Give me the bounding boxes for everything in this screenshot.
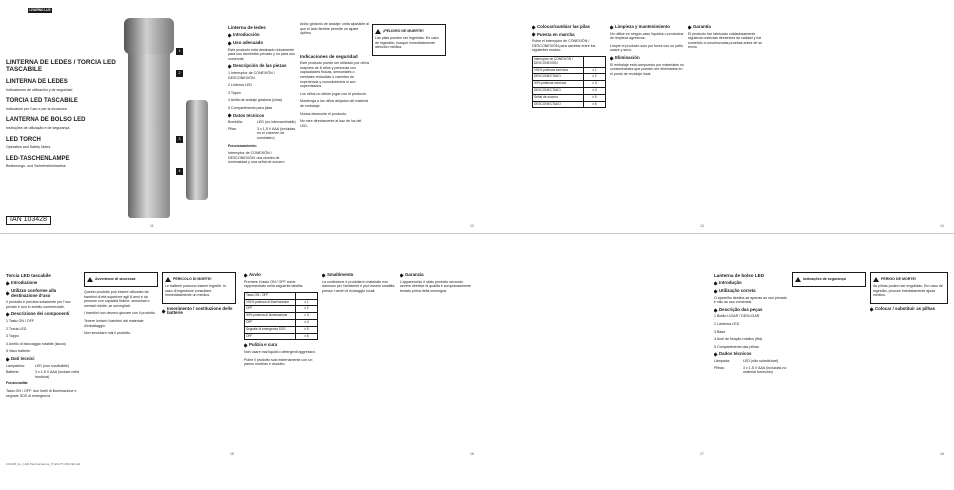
tech-row [6,370,80,379]
it-warning-heading: PERICOLO DI MORTE! [165,277,233,282]
torch-head [124,18,174,54]
cover-subtitle-4: Operation and Safety Notes [6,145,51,150]
mode-cell: Tasto ON / OFF [245,292,296,299]
clean-item: Limpie el producto solo por fuera con un paño suave y seco. [610,43,684,53]
it-intro-heading: Introduzione [6,281,80,286]
cover-title-4: LED TORCH [6,136,41,143]
part-item: 5 Compartimento das pilhas [714,344,759,349]
table-row [533,67,606,74]
tech-value: 3 x 1,5 V AAA (incluidas en el volumen de suministro) [257,126,296,140]
mode-cell: 30% potencia lumínica [533,81,584,88]
pt-safety-heading: Indicações de segurança [795,277,863,282]
part-item: 4 Anilla de anclaje giratoria (cinta) [228,98,282,103]
part-item: 4 Anello di bloccaggio rotabile (laccio) [6,341,67,346]
it-tech-heading: Dati tecnici [6,357,80,362]
tech-label: Lâmpada: [714,358,730,363]
press-count-cell: x 6 [296,333,318,340]
mode-cell: Interruptor de CONEXIÓN / DESCONEXIÓN [533,56,584,67]
es-use-heading: Uso adecuado [228,41,298,46]
es-warning-text: Las pilas pueden ser ingeridas. En caso de ingestión, busque inmediatamente atención médica. [375,36,439,50]
part-item: 5 Vano batterie [6,349,31,354]
press-count-cell: x 3 [296,313,318,320]
pt-col-3 [870,236,948,490]
ian-badge: IAN 103428 [6,216,51,225]
it-disposal-heading: Smaltimento [322,273,396,278]
diamond-icon [688,25,692,29]
pt-use-text: O aparelho destina-se apenas ao uso privado e não ao uso comercial. [714,295,787,305]
it-guarantee-heading: Garanzia [400,273,474,278]
es-col-6 [688,0,764,242]
cover-subtitle-3: Instruções de utilização e de segurança [6,125,70,130]
warning-icon [795,277,801,282]
part-item: 4 Anel de fixação rotativo (fita) [714,337,763,342]
table-row [533,74,606,81]
press-count-cell: x 2 [296,306,318,313]
page-number-1: 11 [150,224,154,228]
it-start-heading: Avvio [244,273,318,278]
mode-cell: DESCONECTADO [533,87,584,94]
press-count-cell: x 2 [584,74,606,81]
diamond-icon [228,41,232,45]
part-item: 2 Linterna LED [228,83,252,88]
es-start-heading: Puesta en marcha [532,33,606,38]
it-mode-table [244,292,318,341]
mode-cell: DESCONECTADO [533,101,584,108]
cover-page [0,0,120,232]
diamond-icon [244,273,248,277]
mode-cell: DESCONECTADO [533,74,584,81]
es-func-heading: Funcionamiento: [228,143,257,148]
cover-title-1: LINTERNA DE LEDES [6,79,68,85]
cover-subtitle-5: Bedienungs- und Sicherheitshinweise [6,164,66,169]
cover-title-2: TORCIA LED TASCABILE [6,98,78,105]
diamond-icon [400,273,404,277]
page-number-8: 18 [940,452,944,456]
table-row [245,306,318,313]
es-clean-heading: Limpieza y mantenimiento [610,25,684,30]
tech-label: Batterie: [6,370,20,375]
diamond-icon [610,56,614,60]
es-start-text: Pulse el interruptor de CONEXIÓN / DESCONEXIÓN para cambiar entre los siguientes modos: [532,39,596,53]
page-number-2: 12 [470,224,474,228]
it-col-2 [84,236,158,490]
tech-value: 3 x 1,5 V AAA (incluídas no material fornecido) [743,365,787,375]
es-col-3 [372,0,446,242]
press-count-cell [584,56,606,67]
clean-item: Pulire il prodotto solo esternamente con un panno morbido e asciutto. [244,358,318,367]
es-use-text: Este producto está destinado únicamente para uso doméstico privado y no para uso comercial. [228,47,295,61]
safety-item: Tenere lontani i bambini dal materiale d'imballaggio. [84,319,158,328]
warning-icon [165,277,171,282]
it-col-4 [244,236,318,490]
part-item: 2 Torcia LED [6,326,27,331]
cover-title-5: LED-TASCHENLAMPE [6,155,70,162]
safety-item: Non smontare mai il prodotto. [84,331,158,336]
diamond-icon [6,282,10,286]
it-col-1 [6,236,80,490]
mode-cell: OFF [245,319,296,326]
page-number-4: 14 [940,224,944,228]
file-footer: 103428_lux_LED-Taschenlampe_IT-ES-PT-GB-DE.indd [6,462,81,466]
cover-subtitle-1: Indicaciones de utilización y de seguridad [6,87,73,92]
diamond-icon [532,25,536,29]
cover-subtitle-2: Indicazioni per l'uso e per la sicurezza [6,106,67,111]
it-title: Torcia LED tascabile [6,273,51,278]
diamond-icon [714,308,718,312]
mode-cell: OFF [245,333,296,340]
diamond-icon [610,25,614,29]
warning-icon [873,277,879,282]
part-item: 1 Tasto ON / OFF [6,318,35,323]
press-count-cell: x 1 [296,299,318,306]
diamond-icon [714,289,718,293]
it-parts-heading: Descrizione dei componenti [6,312,80,317]
diamond-icon [162,309,166,313]
press-count-cell: x 5 [584,94,606,101]
part-item: 3 Tapón [228,90,241,95]
press-count-cell: x 5 [296,326,318,333]
it-warning-box [162,272,236,304]
pt-warning-box [870,272,948,304]
press-count-cell: x 3 [584,81,606,88]
es-intro-heading: Introducción [228,33,298,38]
es-safety-heading: Indicaciones de seguridad [300,53,358,59]
table-row [533,56,606,67]
safety-item: Questo prodotto può essere utilizzato da bambini di età superiore agli 8 anni e da persone con capacità fisiche, sensoriali o mentali ridotte, se sorvegliati. [84,290,158,308]
part-item: 1 Botão LIGAR / DESLIGAR [714,314,760,319]
pt-title: Lanterna de bolso LED [714,273,765,278]
table-row [245,319,318,326]
pt-tech-heading: Dados técnicos [714,352,788,357]
diamond-icon [228,34,232,38]
mode-cell: 30% potenza di illuminazione [245,313,296,320]
tech-label: Pilhas: [714,365,725,370]
pt-parts-heading: Descrição das peças [714,308,788,313]
mode-cell: 100% potenza di illuminazione [245,299,296,306]
es-col-1 [228,0,298,242]
diamond-icon [6,291,10,295]
clean-item: Non usare mai liquidi o detergenti aggressivi. [244,350,318,355]
it-clean-heading: Pulizia e cura [244,343,318,348]
press-count-cell: x 4 [584,87,606,94]
part-item: 3 Base [714,329,726,334]
table-row [245,292,318,299]
tech-label: Lampadina: [6,363,25,368]
part-item: 3 Tappo [6,334,19,339]
mode-cell: 100% potencia lumínica [533,67,584,74]
es-parts-heading: Descripción de las piezas [228,64,298,69]
press-count-cell: x 1 [584,67,606,74]
pt-warning-text: As pilhas podem ser engolidas. Em caso de ingestão, procure imediatamente ajuda médica. [873,284,943,298]
diamond-icon [228,65,232,69]
warning-icon [375,29,381,34]
it-col-3 [162,236,236,490]
es-col-2 [300,0,370,242]
page-number-3: 13 [700,224,704,228]
part-item: 5 Compartimento para pilas [228,105,273,110]
tech-label: Bombilla: [228,120,243,125]
tech-row [6,364,80,369]
table-row [245,326,318,333]
product-images [120,0,220,232]
table-row [533,94,606,101]
mode-cell: OFF [245,306,296,313]
es-warning-box [372,24,446,56]
es-col-5 [610,0,684,242]
it-warning-text: Le batterie possono essere ingerite. In caso di ingestione consultare immediatamente un medico. [165,284,227,298]
part-item: 1 Interruptor de CONEXIÓN / DESCONEXIÓN [228,70,275,80]
label-4: 4 [176,168,183,175]
press-count-cell: x 6 [584,101,606,108]
tech-row [714,359,788,364]
label-3: 3 [176,136,183,143]
brand-logo: LIVARNO LUX [29,8,51,12]
table-row [533,101,606,108]
tech-value: 3 x 1,5 V AAA (incluse nella fornitura) [35,370,79,379]
it-use-text: Il prodotto è previsto solamente per l'uso privato e non in ambito commerciale. [6,300,71,309]
it-guarantee-text: L'apparecchio è stato prodotto secondo severe direttive di qualità e scrupolosamente testato prima della consegna. [400,279,472,293]
label-2: 2 [176,70,183,77]
it-use-heading: Utilizzo conforme alla destinazione d'uso [6,289,80,298]
it-func-text: Tasto ON / OFF: due livelli di illuminazione e segnale SOS di emergenza [6,388,77,398]
tech-label: Pilas: [228,126,237,131]
safety-item: Los niños no deben jugar con el producto. [300,92,370,97]
diamond-icon [6,313,10,317]
diamond-icon [714,353,718,357]
diamond-icon [6,357,10,361]
safety-item: No mire directamente al haz de luz del LED. [300,119,370,128]
diamond-icon [870,307,874,311]
cover-title-3: LANTERNA DE BOLSO LED [6,117,86,124]
diamond-icon [714,282,718,286]
it-col-5 [322,236,396,490]
it-safety-box [84,272,158,287]
pt-safety-box [792,272,866,287]
mode-cell: Segnale di emergenza SOS [245,326,296,333]
diamond-icon [322,273,326,277]
tech-value: LED (no intercambiable) [257,120,296,125]
page-number-5: 15 [230,452,234,456]
es-mode-table [532,56,606,108]
es-warning-heading: ¡PELIGRO DE MUERTE! [375,29,443,34]
diamond-icon [244,344,248,348]
pt-warning-heading: PERIGO DE MORTE! [873,277,945,282]
es-func-text: Interruptor de CONEXIÓN / DESCONEXIÓN: dos niveles de luminosidad y una señal de socorro [228,151,285,165]
pt-use-heading: Utilização correta [714,289,788,294]
es-mid-text: Anillo giratorio de anclaje: cinta ajustable al que el lado flexible permite un ajuste óptimo [300,22,369,36]
it-battery-heading: Inserimento / sostituzione delle batterie [162,307,236,316]
spread-divider [0,233,954,234]
pt-intro-heading: Introdução [714,281,788,286]
it-disposal-text: La confezione è prodotta in materiale non dannoso per l'ambiente e può essere smaltita presso i centri di riciclaggio locali. [322,279,395,293]
diamond-icon [228,114,232,118]
table-row [245,313,318,320]
pt-battery-heading: Colocar / substituir as pilhas [870,307,948,312]
mode-cell: Señal de socorro [533,94,584,101]
page-number-7: 17 [700,452,704,456]
page-number-6: 16 [470,452,474,456]
table-row [533,87,606,94]
it-start-text: Premere il tasto ON / OFF come rappresentato nella seguente tabella: [244,279,304,289]
press-count-cell: x 4 [296,319,318,326]
tech-row [714,366,788,375]
cover-title-0: LINTERNA DE LEDES / TORCIA LED TASCABILE [6,59,116,73]
tech-value: LED (não substituível) [743,358,779,363]
spread-top [0,0,954,232]
es-disposal-text: El embalaje está compuesto por materiales no contaminantes que pueden ser eliminados en el punto de reciclaje local. [610,62,684,76]
es-guarantee-text: El producto fue fabricado cuidadosamente siguiendo estrictas directrices de calidad y fue sometido a concienzudas pruebas antes de su envío. [688,31,763,50]
tech-row [228,127,298,141]
pt-col-2 [792,236,866,490]
tech-row [228,120,298,125]
table-row [245,299,318,306]
es-title: Linterna de ledes [228,25,266,30]
es-col-4 [532,0,606,242]
table-row [533,81,606,88]
safety-item: I bambini non devono giocare con il prodotto. [84,311,158,316]
tech-value: LED (non sostituibile) [35,363,70,368]
warning-icon [87,277,93,282]
it-col-6 [400,236,474,490]
safety-item: Mantenga a los niños alejados del material de embalaje. [300,99,369,108]
it-safety-heading: Avvertenze di sicurezza [87,277,155,282]
it-func-heading: Funzionalità: [6,381,29,386]
safety-item: Nunca desmonte el producto. [300,112,370,117]
es-disposal-heading: Eliminación [610,56,684,61]
torch-image-small [186,100,208,200]
es-tech-heading: Datos técnicos [228,114,298,119]
table-row [245,333,318,340]
safety-item: Este producto puede ser utilizado por niños mayores de 8 años y personas con capacidades físicas, sensoriales o mentales reducidas o carentes de experiencia y conocimientos si son supervisados. [300,61,370,89]
pt-col-1 [714,236,788,490]
clean-item: No utilice en ningún caso líquidos o productos de limpieza agresivos. [610,31,684,41]
label-1: 1 [176,48,183,55]
part-item: 2 Lanterna LED [714,321,740,326]
es-guarantee-heading: Garantía [688,25,764,30]
press-count-cell [296,292,318,299]
es-battery-heading: Colocar/cambiar las pilas [532,25,606,30]
spread-bottom [0,236,954,468]
diamond-icon [532,33,536,37]
